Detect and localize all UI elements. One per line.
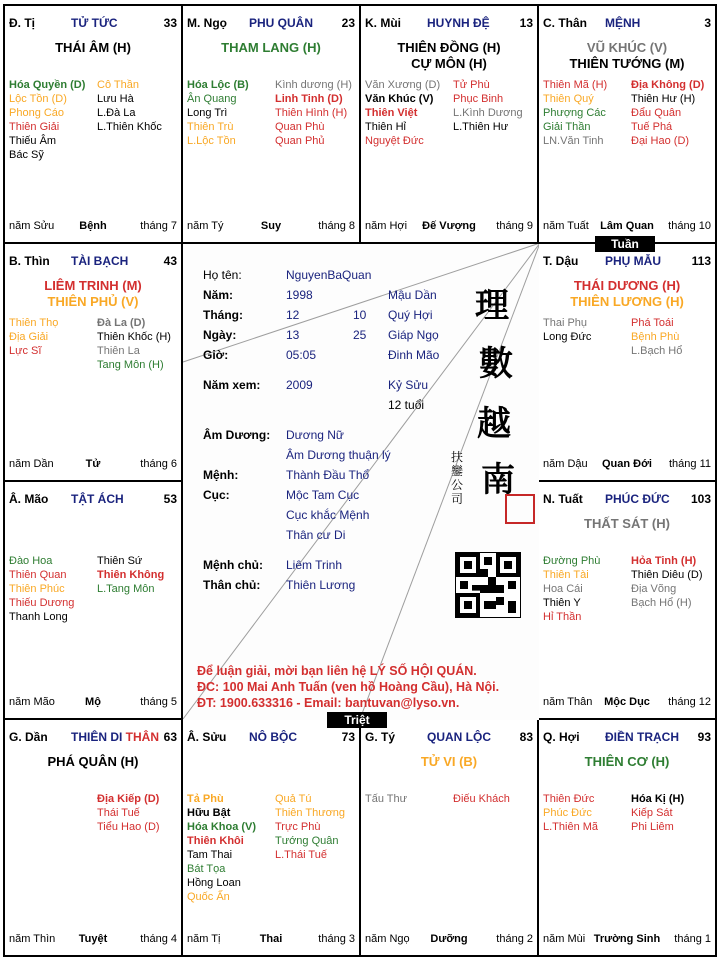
life-stage: Lâm Quan bbox=[600, 220, 654, 232]
minor-star: Điếu Khách bbox=[453, 793, 510, 805]
month-label: Tháng: bbox=[203, 308, 243, 322]
cuc-note-2: Thân cư Di bbox=[286, 528, 346, 542]
amduong-note: Âm Dương thuận lý bbox=[286, 448, 391, 462]
main-star: THIÊN TƯỚNG (M) bbox=[569, 56, 685, 71]
minor-star: Thiên Việt bbox=[365, 107, 418, 119]
palace-year: năm Thân bbox=[543, 696, 593, 708]
minor-star: Trực Phù bbox=[275, 821, 321, 833]
palace-age: 53 bbox=[163, 492, 177, 506]
person-name: NguyenBaQuan bbox=[286, 268, 372, 282]
minor-star: Văn Khúc (V) bbox=[365, 93, 434, 105]
palace-name: QUAN LỘC bbox=[427, 730, 491, 744]
palace-than bbox=[539, 6, 715, 244]
minor-star: Ân Quang bbox=[187, 93, 237, 105]
amduong-label: Âm Dương: bbox=[203, 428, 271, 442]
company-seal-text: 扶鑾公司 bbox=[451, 450, 464, 506]
palace-age: 83 bbox=[519, 730, 533, 744]
palace-age: 33 bbox=[163, 16, 177, 30]
minor-star: Thái Tuế bbox=[97, 807, 140, 819]
minor-star: Long Trì bbox=[187, 107, 228, 119]
minor-stars-right bbox=[275, 78, 352, 148]
palace-year: năm Dần bbox=[9, 458, 54, 470]
minor-star: Thiên La bbox=[97, 345, 140, 357]
life-stage: Tuyệt bbox=[78, 933, 108, 945]
minor-star: Hồng Loan bbox=[187, 877, 241, 889]
palace-header bbox=[543, 730, 711, 746]
minor-star: Quốc Ấn bbox=[187, 891, 230, 903]
than-marker: THÂN bbox=[125, 730, 159, 744]
minor-star: Nguyệt Đức bbox=[365, 135, 424, 147]
minor-star: Phượng Các bbox=[543, 107, 606, 119]
minor-star: Hỏa Tinh (H) bbox=[631, 555, 697, 567]
main-star: THIÊN LƯƠNG (H) bbox=[570, 294, 684, 309]
view-year-can-chi: Kỷ Sửu bbox=[388, 378, 429, 392]
minor-star: Kình dương (H) bbox=[275, 79, 352, 91]
palace-age: 23 bbox=[341, 16, 355, 30]
palace-age: 93 bbox=[697, 730, 711, 744]
main-star: LIÊM TRINH (M) bbox=[44, 278, 142, 293]
palace-name: TẬT ÁCH bbox=[71, 492, 124, 506]
tuan-marker: Tuần bbox=[595, 236, 655, 252]
palace-month: tháng 9 bbox=[496, 220, 533, 232]
minor-star: Hóa Khoa (V) bbox=[187, 821, 257, 833]
main-stars bbox=[539, 516, 715, 532]
minor-star: Bác Sỹ bbox=[9, 149, 44, 161]
palace-thin bbox=[5, 244, 183, 482]
minor-star: L.Tang Môn bbox=[97, 583, 155, 595]
main-star: THIÊN PHỦ (V) bbox=[47, 294, 139, 309]
life-stage: Đế Vượng bbox=[422, 220, 476, 232]
palace-age: 103 bbox=[690, 492, 711, 506]
main-stars bbox=[539, 278, 715, 310]
minor-star: Hoa Cái bbox=[543, 583, 583, 595]
palace-month: tháng 5 bbox=[140, 696, 177, 708]
palace-name: ĐIỀN TRẠCH bbox=[605, 730, 679, 744]
minor-star: Đào Hoa bbox=[9, 555, 53, 567]
minor-star: Thiếu Âm bbox=[9, 135, 57, 147]
palace-footer bbox=[543, 458, 711, 472]
life-stage: Quan Đới bbox=[602, 458, 652, 470]
palace-ty2 bbox=[361, 720, 539, 955]
palace-month: tháng 6 bbox=[140, 458, 177, 470]
palace-month: tháng 4 bbox=[140, 933, 177, 945]
palace-footer bbox=[543, 220, 711, 234]
palace-month: tháng 12 bbox=[668, 696, 711, 708]
name-label: Họ tên: bbox=[203, 268, 242, 282]
minor-star: Thiên Mã (H) bbox=[543, 79, 608, 91]
birth-month: 12 bbox=[286, 308, 300, 322]
palace-ty bbox=[5, 6, 183, 244]
minor-star: Đường Phù bbox=[543, 555, 601, 567]
palace-year: năm Thìn bbox=[9, 933, 56, 945]
minor-star: Lực Sĩ bbox=[9, 345, 42, 357]
minor-stars-right bbox=[275, 792, 345, 862]
life-stage: Thai bbox=[259, 933, 283, 945]
palace-footer bbox=[543, 933, 711, 947]
minor-star: Quả Tú bbox=[275, 793, 312, 805]
minor-star: L.Đà La bbox=[97, 107, 136, 119]
palace-header bbox=[365, 16, 533, 32]
palace-age: 3 bbox=[704, 16, 711, 30]
palace-branch: G. Dần bbox=[9, 730, 48, 744]
contact-line-3: ĐT: 1900.633316 - Email: bantuvan@lyso.vn. bbox=[197, 696, 460, 710]
palace-year: năm Tý bbox=[187, 220, 224, 232]
center-info-panel bbox=[183, 244, 539, 720]
cuc-value: Mộc Tam Cục bbox=[286, 488, 360, 502]
palace-suu bbox=[183, 720, 361, 955]
palace-branch: Đ. Tị bbox=[9, 16, 35, 30]
main-stars bbox=[361, 754, 537, 770]
palace-age: 113 bbox=[691, 254, 711, 268]
minor-star: Thiên Hư (H) bbox=[631, 93, 696, 105]
minor-star: Hữu Bật bbox=[187, 807, 231, 819]
minor-stars-left bbox=[9, 316, 58, 358]
qr-pattern bbox=[456, 553, 520, 617]
minor-star: Đại Hao (D) bbox=[631, 135, 690, 147]
minor-star: L.Thiên Mã bbox=[543, 821, 599, 833]
palace-month: tháng 7 bbox=[140, 220, 177, 232]
minor-star: Lưu Hà bbox=[97, 93, 134, 105]
palace-year: năm Sửu bbox=[9, 220, 55, 232]
minor-star: L.Kình Dương bbox=[453, 107, 523, 119]
minor-star: Thiên Không bbox=[97, 569, 165, 581]
palace-header bbox=[187, 16, 355, 32]
minor-stars-right bbox=[631, 792, 684, 834]
main-star: VŨ KHÚC (V) bbox=[586, 40, 668, 55]
life-stage: Bệnh bbox=[79, 220, 107, 232]
minor-star: Bệnh Phù bbox=[631, 331, 680, 343]
minor-star: Linh Tinh (D) bbox=[275, 93, 343, 105]
palace-year: năm Mùi bbox=[543, 933, 586, 945]
minor-star: Địa Giải bbox=[9, 331, 49, 343]
palace-footer bbox=[543, 696, 711, 710]
palace-footer bbox=[9, 696, 177, 710]
minor-star: Tam Thai bbox=[187, 849, 233, 861]
palace-branch: N. Tuất bbox=[543, 492, 583, 506]
contact-line-1: Để luận giải, mời bạn liên hệ LÝ SỐ HỘI QUÁN. bbox=[197, 664, 477, 678]
birth-year: 1998 bbox=[286, 288, 313, 302]
palace-branch: C. Thân bbox=[543, 16, 587, 30]
minor-star: Hóa Kị (H) bbox=[631, 793, 685, 805]
palace-header bbox=[543, 492, 711, 508]
life-stage: Trường Sinh bbox=[593, 933, 661, 945]
palace-age: 13 bbox=[519, 16, 533, 30]
palace-month: tháng 1 bbox=[674, 933, 711, 945]
seal-char-3: 越 bbox=[477, 404, 511, 444]
palace-year: năm Tị bbox=[187, 933, 221, 945]
main-star: THIÊN CƠ (H) bbox=[584, 754, 670, 769]
minor-star: Thiên Hình (H) bbox=[275, 107, 348, 119]
palace-mui bbox=[361, 6, 539, 244]
horoscope-chart bbox=[3, 4, 717, 957]
palace-branch: Q. Hợi bbox=[543, 730, 580, 744]
minor-star: Thiên Trù bbox=[187, 121, 234, 133]
minor-star: L.Thái Tuế bbox=[275, 849, 327, 861]
minor-stars-right bbox=[453, 78, 523, 134]
minor-star: Thiên Thọ bbox=[9, 317, 59, 329]
life-stage: Tử bbox=[85, 458, 101, 470]
minor-star: Thiên Hỉ bbox=[365, 121, 406, 133]
minor-star: Quan Phủ bbox=[275, 135, 325, 147]
cuc-note-1: Cục khắc Mệnh bbox=[286, 508, 370, 522]
palace-footer bbox=[9, 458, 177, 472]
minor-star: Địa Không (D) bbox=[631, 79, 705, 91]
palace-ngo bbox=[183, 6, 361, 244]
palace-dau bbox=[539, 244, 715, 482]
minor-stars-right bbox=[631, 554, 703, 610]
seal-char-4: 南 bbox=[481, 460, 515, 500]
minor-stars-left bbox=[187, 792, 256, 904]
main-stars bbox=[183, 40, 359, 56]
palace-branch: T. Dậu bbox=[543, 254, 579, 268]
palace-age: 63 bbox=[163, 730, 177, 744]
minor-stars-left bbox=[365, 792, 407, 806]
minor-star: Hóa Quyền (D) bbox=[9, 79, 86, 91]
minor-star: Đà La (D) bbox=[97, 317, 146, 329]
minor-star: L.Thiên Khốc bbox=[97, 121, 162, 133]
palace-header bbox=[9, 16, 177, 32]
life-stage: Suy bbox=[260, 220, 282, 232]
minor-stars-right bbox=[97, 792, 160, 834]
cuc-label: Cục: bbox=[203, 488, 230, 502]
seal-char-1: 理 bbox=[475, 286, 509, 326]
palace-name: PHÚC ĐỨC bbox=[605, 492, 670, 506]
minor-star: Thiên Tài bbox=[543, 569, 589, 581]
minor-star: Tấu Thư bbox=[365, 793, 408, 805]
main-star: TỬ VI (B) bbox=[420, 754, 478, 769]
minor-star: Thiên Phúc bbox=[9, 583, 65, 595]
minor-star: Thiên Khôi bbox=[187, 835, 244, 847]
minor-stars-left bbox=[9, 78, 85, 162]
view-year: 2009 bbox=[286, 378, 313, 392]
minor-star: Địa Võng bbox=[631, 583, 677, 595]
palace-branch: K. Mùi bbox=[365, 16, 401, 30]
palace-footer bbox=[9, 220, 177, 234]
palace-name: MỆNH bbox=[605, 16, 641, 30]
minor-star: Thiên Y bbox=[543, 597, 581, 609]
main-star: CỰ MÔN (H) bbox=[411, 56, 487, 71]
palace-month: tháng 3 bbox=[318, 933, 355, 945]
palace-name: TÀI BẠCH bbox=[71, 254, 129, 268]
palace-dan bbox=[5, 720, 183, 955]
palace-footer bbox=[365, 220, 533, 234]
palace-header bbox=[9, 254, 177, 270]
minor-star: Tang Môn (H) bbox=[97, 359, 164, 371]
day-label: Ngày: bbox=[203, 328, 237, 342]
palace-name: PHU QUÂN bbox=[249, 16, 314, 30]
menhchu-label: Mệnh chủ: bbox=[203, 558, 263, 572]
minor-star: Giải Thần bbox=[543, 121, 591, 133]
palace-branch: M. Ngọ bbox=[187, 16, 227, 30]
palace-hoi bbox=[539, 720, 715, 955]
minor-star: L.Lộc Tồn bbox=[187, 135, 236, 147]
minor-star: Thiếu Dương bbox=[9, 597, 75, 609]
year-can-chi: Mậu Dần bbox=[388, 288, 437, 302]
minor-star: Phi Liêm bbox=[631, 821, 674, 833]
minor-stars-left bbox=[543, 792, 598, 834]
life-stage: Dưỡng bbox=[430, 933, 468, 945]
menh-value: Thành Đầu Thổ bbox=[286, 468, 370, 482]
minor-stars-left bbox=[187, 78, 249, 148]
palace-tuat bbox=[539, 482, 715, 720]
palace-branch: Â. Sửu bbox=[187, 730, 227, 744]
life-stage: Mộc Dục bbox=[604, 696, 650, 708]
minor-star: Thiên Diêu (D) bbox=[631, 569, 703, 581]
minor-star: LN.Văn Tinh bbox=[543, 135, 604, 147]
minor-stars-right bbox=[631, 316, 682, 358]
minor-star: Bạch Hổ (H) bbox=[631, 597, 692, 609]
qr-code[interactable] bbox=[455, 552, 521, 618]
minor-star: Quan Phù bbox=[275, 121, 325, 133]
palace-branch: G. Tý bbox=[365, 730, 396, 744]
palace-name: THIÊN DI bbox=[71, 730, 123, 744]
minor-star: Thiên Thương bbox=[275, 807, 346, 819]
day-can-chi: Giáp Ngọ bbox=[388, 328, 439, 342]
minor-star: Thai Phụ bbox=[543, 317, 588, 329]
palace-year: năm Mão bbox=[9, 696, 55, 708]
minor-stars-left bbox=[9, 554, 74, 624]
minor-star: Hỉ Thần bbox=[543, 611, 582, 623]
palace-mao bbox=[5, 482, 183, 720]
minor-star: Địa Kiếp (D) bbox=[97, 793, 160, 805]
minor-star: Phong Cáo bbox=[9, 107, 65, 119]
main-star: THÁI ÂM (H) bbox=[55, 40, 131, 55]
minor-star: Kiếp Sát bbox=[631, 807, 673, 819]
minor-stars-right bbox=[97, 78, 162, 134]
palace-name: TỬ TỨC bbox=[71, 16, 118, 30]
palace-month: tháng 11 bbox=[668, 458, 711, 470]
palace-header bbox=[187, 730, 355, 746]
palace-age: 43 bbox=[163, 254, 177, 268]
minor-star: Phá Toái bbox=[631, 317, 674, 329]
palace-header bbox=[9, 492, 177, 508]
palace-name: PHỤ MẪU bbox=[605, 254, 661, 268]
palace-header bbox=[543, 16, 711, 32]
menhchu-value: Liêm Trinh bbox=[286, 558, 343, 572]
main-star: THÁI DƯƠNG (H) bbox=[573, 278, 681, 293]
menh-label: Mệnh: bbox=[203, 468, 239, 482]
minor-star: Thanh Long bbox=[9, 611, 68, 623]
hour-label: Giờ: bbox=[203, 348, 229, 362]
minor-stars-left bbox=[543, 554, 600, 624]
palace-header bbox=[9, 730, 177, 746]
thanchu-value: Thiên Lương bbox=[286, 578, 356, 592]
minor-star: Tướng Quân bbox=[275, 835, 339, 847]
main-stars bbox=[539, 754, 715, 770]
minor-star: Thiên Đức bbox=[543, 793, 595, 805]
contact-line-2: ĐC: 100 Mai Anh Tuấn (ven hồ Hoàng Cầu), Hà Nội. bbox=[197, 680, 500, 694]
minor-stars-right bbox=[97, 316, 171, 372]
palace-header bbox=[365, 730, 533, 746]
minor-stars-right bbox=[631, 78, 704, 148]
minor-star: Thiên Quan bbox=[9, 569, 67, 581]
minor-star: Thiên Khốc (H) bbox=[97, 331, 171, 343]
month-can-chi: Quý Hợi bbox=[388, 308, 433, 322]
red-seal-stamp bbox=[505, 494, 535, 524]
view-year-label: Năm xem: bbox=[203, 378, 261, 392]
main-stars bbox=[539, 40, 715, 72]
life-stage: Mộ bbox=[85, 696, 101, 708]
minor-star: Thiên Sứ bbox=[97, 555, 143, 567]
palace-year: năm Ngọ bbox=[365, 933, 410, 945]
palace-age: 73 bbox=[341, 730, 355, 744]
main-star: PHÁ QUÂN (H) bbox=[47, 754, 139, 769]
minor-star: Đẩu Quân bbox=[631, 107, 682, 119]
main-star: THẤT SÁT (H) bbox=[584, 516, 670, 531]
minor-stars-left bbox=[543, 316, 591, 344]
palace-year: năm Hợi bbox=[365, 220, 408, 232]
palace-footer bbox=[365, 933, 533, 947]
minor-star: L.Thiên Hư bbox=[453, 121, 509, 133]
minor-star: L.Bạch Hổ bbox=[631, 345, 683, 357]
minor-star: Phúc Đức bbox=[543, 807, 592, 819]
minor-star: Tả Phù bbox=[187, 793, 224, 805]
age: 12 tuổi bbox=[388, 398, 425, 412]
minor-star: Phục Binh bbox=[453, 93, 504, 105]
minor-star: Thiên Quý bbox=[543, 93, 594, 105]
lunar-month: 10 bbox=[353, 308, 367, 322]
main-stars bbox=[5, 40, 181, 56]
minor-stars-left bbox=[365, 78, 440, 148]
palace-month: tháng 10 bbox=[668, 220, 711, 232]
palace-year: năm Dậu bbox=[543, 458, 588, 470]
minor-star: Thiên Giải bbox=[9, 121, 60, 133]
minor-star: Bát Tọa bbox=[187, 863, 226, 875]
palace-name: HUYNH ĐỆ bbox=[427, 16, 490, 30]
palace-branch: Â. Mão bbox=[9, 492, 49, 506]
palace-name: NÔ BỘC bbox=[249, 730, 297, 744]
palace-month: tháng 8 bbox=[318, 220, 355, 232]
minor-star: Hóa Lộc (B) bbox=[187, 79, 249, 91]
minor-stars-right bbox=[453, 792, 510, 806]
minor-star: Tuế Phá bbox=[631, 121, 673, 133]
minor-stars-left bbox=[543, 78, 607, 148]
palace-year: năm Tuất bbox=[543, 220, 589, 232]
minor-star: Lộc Tồn (D) bbox=[9, 93, 67, 105]
palace-footer bbox=[9, 933, 177, 947]
seal-char-2: 數 bbox=[479, 344, 513, 384]
triet-marker: Triệt bbox=[327, 712, 387, 728]
birth-day: 13 bbox=[286, 328, 300, 342]
main-stars bbox=[5, 754, 181, 770]
main-stars bbox=[5, 278, 181, 310]
lunar-day: 25 bbox=[353, 328, 367, 342]
amduong-value: Dương Nữ bbox=[286, 428, 344, 442]
minor-stars-right bbox=[97, 554, 164, 596]
minor-star: Cô Thần bbox=[97, 79, 139, 91]
palace-footer bbox=[187, 933, 355, 947]
palace-month: tháng 2 bbox=[496, 933, 533, 945]
minor-star: Tiểu Hao (D) bbox=[97, 821, 160, 833]
palace-header bbox=[543, 254, 711, 270]
minor-star: Long Đức bbox=[543, 331, 592, 343]
main-star: THIÊN ĐỒNG (H) bbox=[397, 40, 501, 55]
hour-can-chi: Đinh Mão bbox=[388, 348, 440, 362]
palace-branch: B. Thìn bbox=[9, 254, 50, 268]
palace-footer bbox=[187, 220, 355, 234]
minor-star: Tử Phù bbox=[453, 79, 490, 91]
main-star: THAM LANG (H) bbox=[221, 40, 321, 55]
birth-hour: 05:05 bbox=[286, 348, 317, 362]
year-label: Năm: bbox=[203, 288, 234, 302]
thanchu-label: Thân chủ: bbox=[203, 578, 261, 592]
minor-star: Văn Xương (D) bbox=[365, 79, 441, 91]
main-stars bbox=[361, 40, 537, 72]
